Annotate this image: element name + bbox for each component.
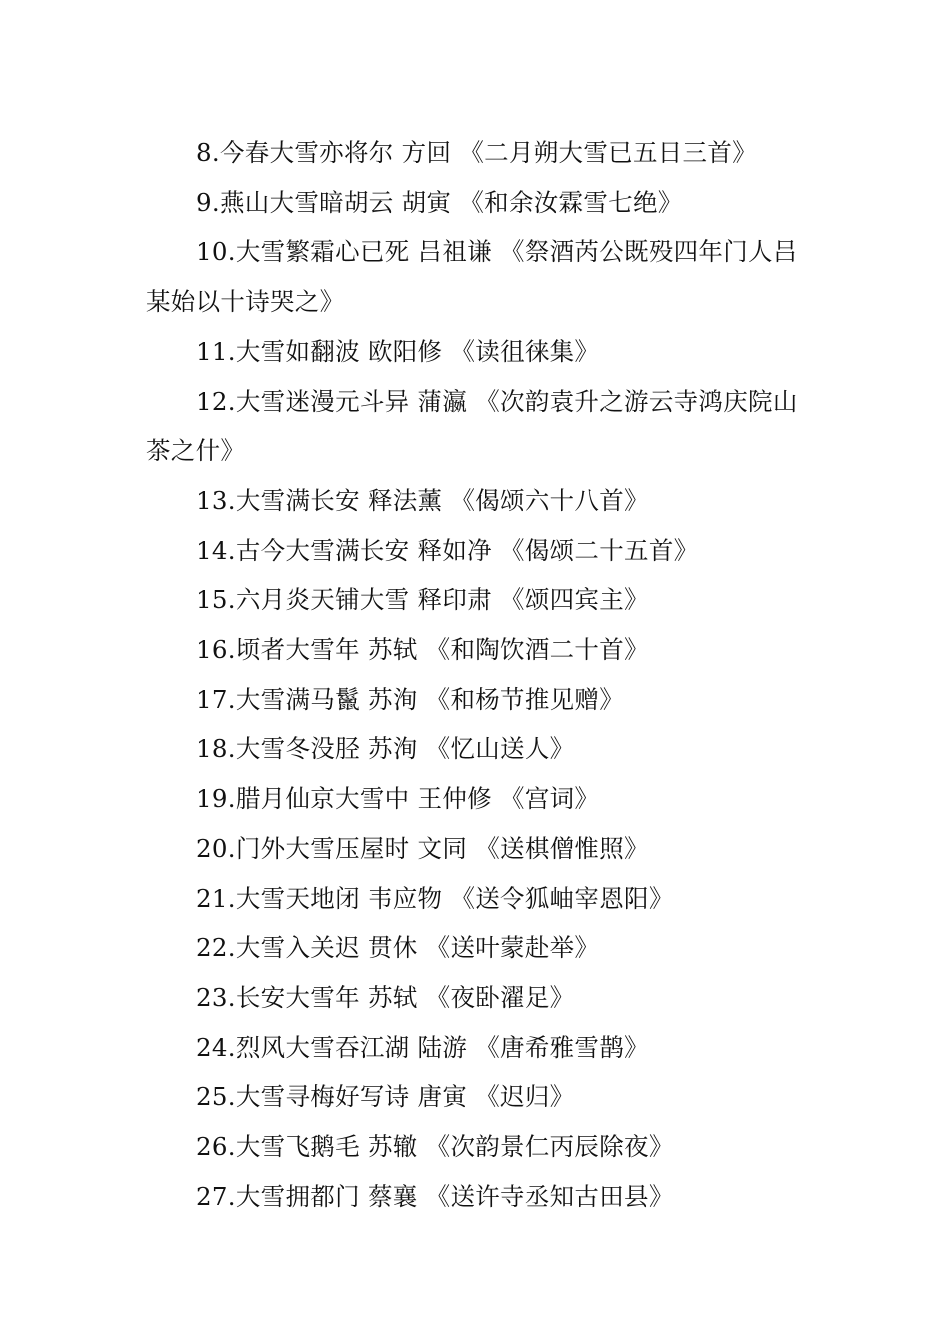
poem-list bbox=[146, 128, 811, 1221]
list-item: 15.六月炎天铺大雪 释印肃 《颂四宾主》 bbox=[196, 585, 649, 615]
list-item: 9.燕山大雪暗胡云 胡寅 《和余汝霖雪七绝》 bbox=[196, 187, 683, 217]
list-item: 23.长安大雪年 苏轼 《夜卧濯足》 bbox=[196, 982, 575, 1012]
list-item: 11.大雪如翻波 欧阳修 《读徂徕集》 bbox=[196, 336, 600, 366]
list-item: 24.烈风大雪吞江湖 陆游 《唐希雅雪鹊》 bbox=[196, 1032, 649, 1062]
list-item: 13.大雪满长安 释法薰 《偈颂六十八首》 bbox=[196, 485, 649, 515]
list-item: 12.大雪迷漫元斗异 蒲瀛 《次韵袁升之游云寺鸿庆院山茶之什》 bbox=[146, 386, 798, 466]
list-item: 8.今春大雪亦将尔 方回 《二月朔大雪已五日三首》 bbox=[196, 138, 757, 167]
list-item: 26.大雪飞鹅毛 苏辙 《次韵景仁丙辰除夜》 bbox=[196, 1132, 674, 1162]
list-item: 22.大雪入关迟 贯休 《送叶蒙赴举》 bbox=[196, 933, 600, 963]
list-item: 14.古今大雪满长安 释如净 《偈颂二十五首》 bbox=[196, 535, 699, 565]
list-item: 19.腊月仙京大雪中 王仲修 《宫词》 bbox=[196, 784, 600, 814]
list-item: 21.大雪天地闭 韦应物 《送令狐岫宰恩阳》 bbox=[196, 883, 674, 913]
list-item: 20.门外大雪压屋时 文同 《送棋僧惟照》 bbox=[196, 833, 649, 863]
list-item: 16.顷者大雪年 苏轼 《和陶饮酒二十首》 bbox=[196, 635, 649, 665]
list-item: 17.大雪满马鬣 苏洵 《和杨节推见赠》 bbox=[196, 684, 625, 714]
list-item: 27.大雪拥都门 蔡襄 《送许寺丞知古田县》 bbox=[196, 1181, 674, 1211]
list-item: 10.大雪繁霜心已死 吕祖谦 《祭酒芮公既殁四年门人吕某始以十诗哭之》 bbox=[146, 237, 798, 317]
list-item: 25.大雪寻梅好写诗 唐寅 《迟归》 bbox=[196, 1082, 575, 1112]
list-item: 18.大雪冬没胫 苏洵 《忆山送人》 bbox=[196, 734, 575, 764]
